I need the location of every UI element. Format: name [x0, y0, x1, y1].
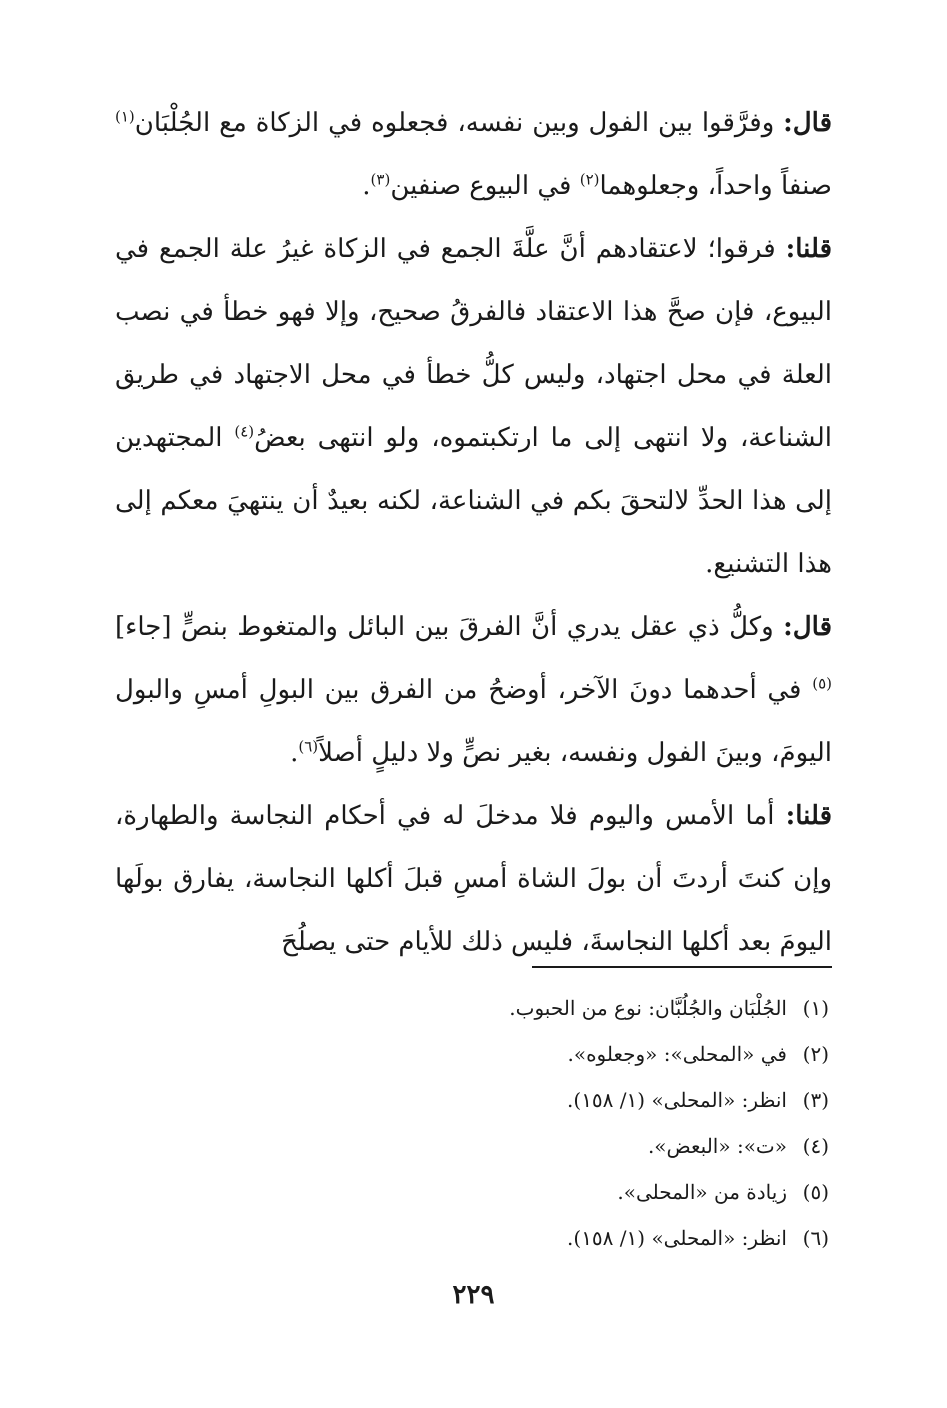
footnote-divider	[532, 966, 832, 968]
footnotes-list	[118, 985, 829, 1261]
speaker-label: قال:	[783, 612, 832, 642]
text-segment: المجتهدين إلى هذا الحدِّ لالتحقَ بكم في الشناعة، لكنه بعيدٌ أن ينتهيَ معكم إلى هذا التشنيع.	[115, 423, 832, 579]
footnote-number: (٦)	[802, 1226, 829, 1250]
speaker-label: قلنا:	[785, 234, 832, 264]
footnote-number: (٥)	[802, 1180, 829, 1204]
footnote-number: (٣)	[802, 1088, 829, 1112]
footnote-text: زيادة من «المحلى».	[617, 1180, 787, 1204]
footnote-text: انظر: «المحلى» (١/ ١٥٨).	[567, 1226, 787, 1250]
footnote-text: في «المحلى»: «وجعلوه».	[567, 1042, 787, 1066]
footnote-item	[118, 1169, 829, 1215]
paragraph-2	[115, 218, 832, 596]
footnote-number: (٢)	[802, 1042, 829, 1066]
paragraph-3	[115, 596, 832, 785]
footnote-number: (١)	[802, 996, 829, 1020]
footnote-item	[118, 1077, 829, 1123]
page-number: ٢٢٩	[452, 1280, 495, 1310]
footnote-ref[interactable]: (٤)	[234, 422, 255, 441]
text-segment: أما الأمس واليوم فلا مدخلَ له في أحكام النجاسة والطهارة، وإن كنتَ أردتَ أن بولَ الشاة أمسِ قبلَ أكلها النجاسة، يفارق بولَها اليومَ بعد أكلها النجاسةَ، فليس ذلك للأيام حتى يصلُحَ	[115, 801, 832, 957]
footnote-item	[118, 985, 829, 1031]
paragraph-4	[115, 785, 832, 974]
text-segment: وكلُّ ذي عقل يدري أنَّ الفرقَ بين البائل والمتغوط بنصٍّ [جاء]	[115, 612, 784, 642]
footnote-ref[interactable]: (٦)	[298, 737, 319, 756]
footnote-ref[interactable]: (٣)	[370, 170, 391, 189]
speaker-label: قال:	[783, 108, 832, 138]
text-segment: في أحدهما دونَ الآخر، أوضحُ من الفرق بين البولِ أمسِ والبول اليومَ، وبينَ الفول ونفسه، بغير نصٍّ ولا دليلٍ أصلاً	[115, 675, 832, 768]
footnote-ref[interactable]: (١)	[115, 107, 135, 126]
main-text	[115, 92, 832, 974]
footnote-text: «ت»: «البعض».	[647, 1134, 787, 1158]
text-segment: فرقوا؛ لاعتقادهم أنَّ علَّةَ الجمع في الزكاة غيرُ علة الجمع في البيوع، فإن صحَّ هذا الاعتقاد فالفرقُ صحيح، وإلا فهو خطأ في نصب العلة في محل اجتهاد، وليس كلُّ خطأ في محل الاجتهاد في طريق الشناعة، ولا انتهى إلى ما ارتكبتموه، ولو انتهى بعضُ	[115, 234, 833, 453]
speaker-label: قلنا:	[785, 801, 832, 831]
text-segment: .	[290, 738, 299, 768]
footnote-item	[118, 1031, 829, 1077]
text-segment: في البيوع صنفين	[390, 171, 580, 201]
paragraph-1	[115, 92, 832, 218]
footnote-item	[118, 1215, 829, 1261]
footnote-text: انظر: «المحلى» (١/ ١٥٨).	[567, 1088, 787, 1112]
text-segment: .	[362, 171, 371, 201]
text-segment: صنفاً واحداً، وجعلوهما	[599, 171, 832, 201]
text-segment: وفرَّقوا بين الفول وبين نفسه، فجعلوه في الزكاة مع الجُلْبَان	[134, 108, 784, 138]
footnote-text: الجُلْبَان والجُلُبَّان: نوع من الحبوب.	[509, 996, 787, 1020]
footnote-ref[interactable]: (٢)	[579, 170, 600, 189]
footnote-item	[118, 1123, 829, 1169]
footnote-number: (٤)	[802, 1134, 829, 1158]
footnote-ref[interactable]: (٥)	[812, 674, 832, 693]
